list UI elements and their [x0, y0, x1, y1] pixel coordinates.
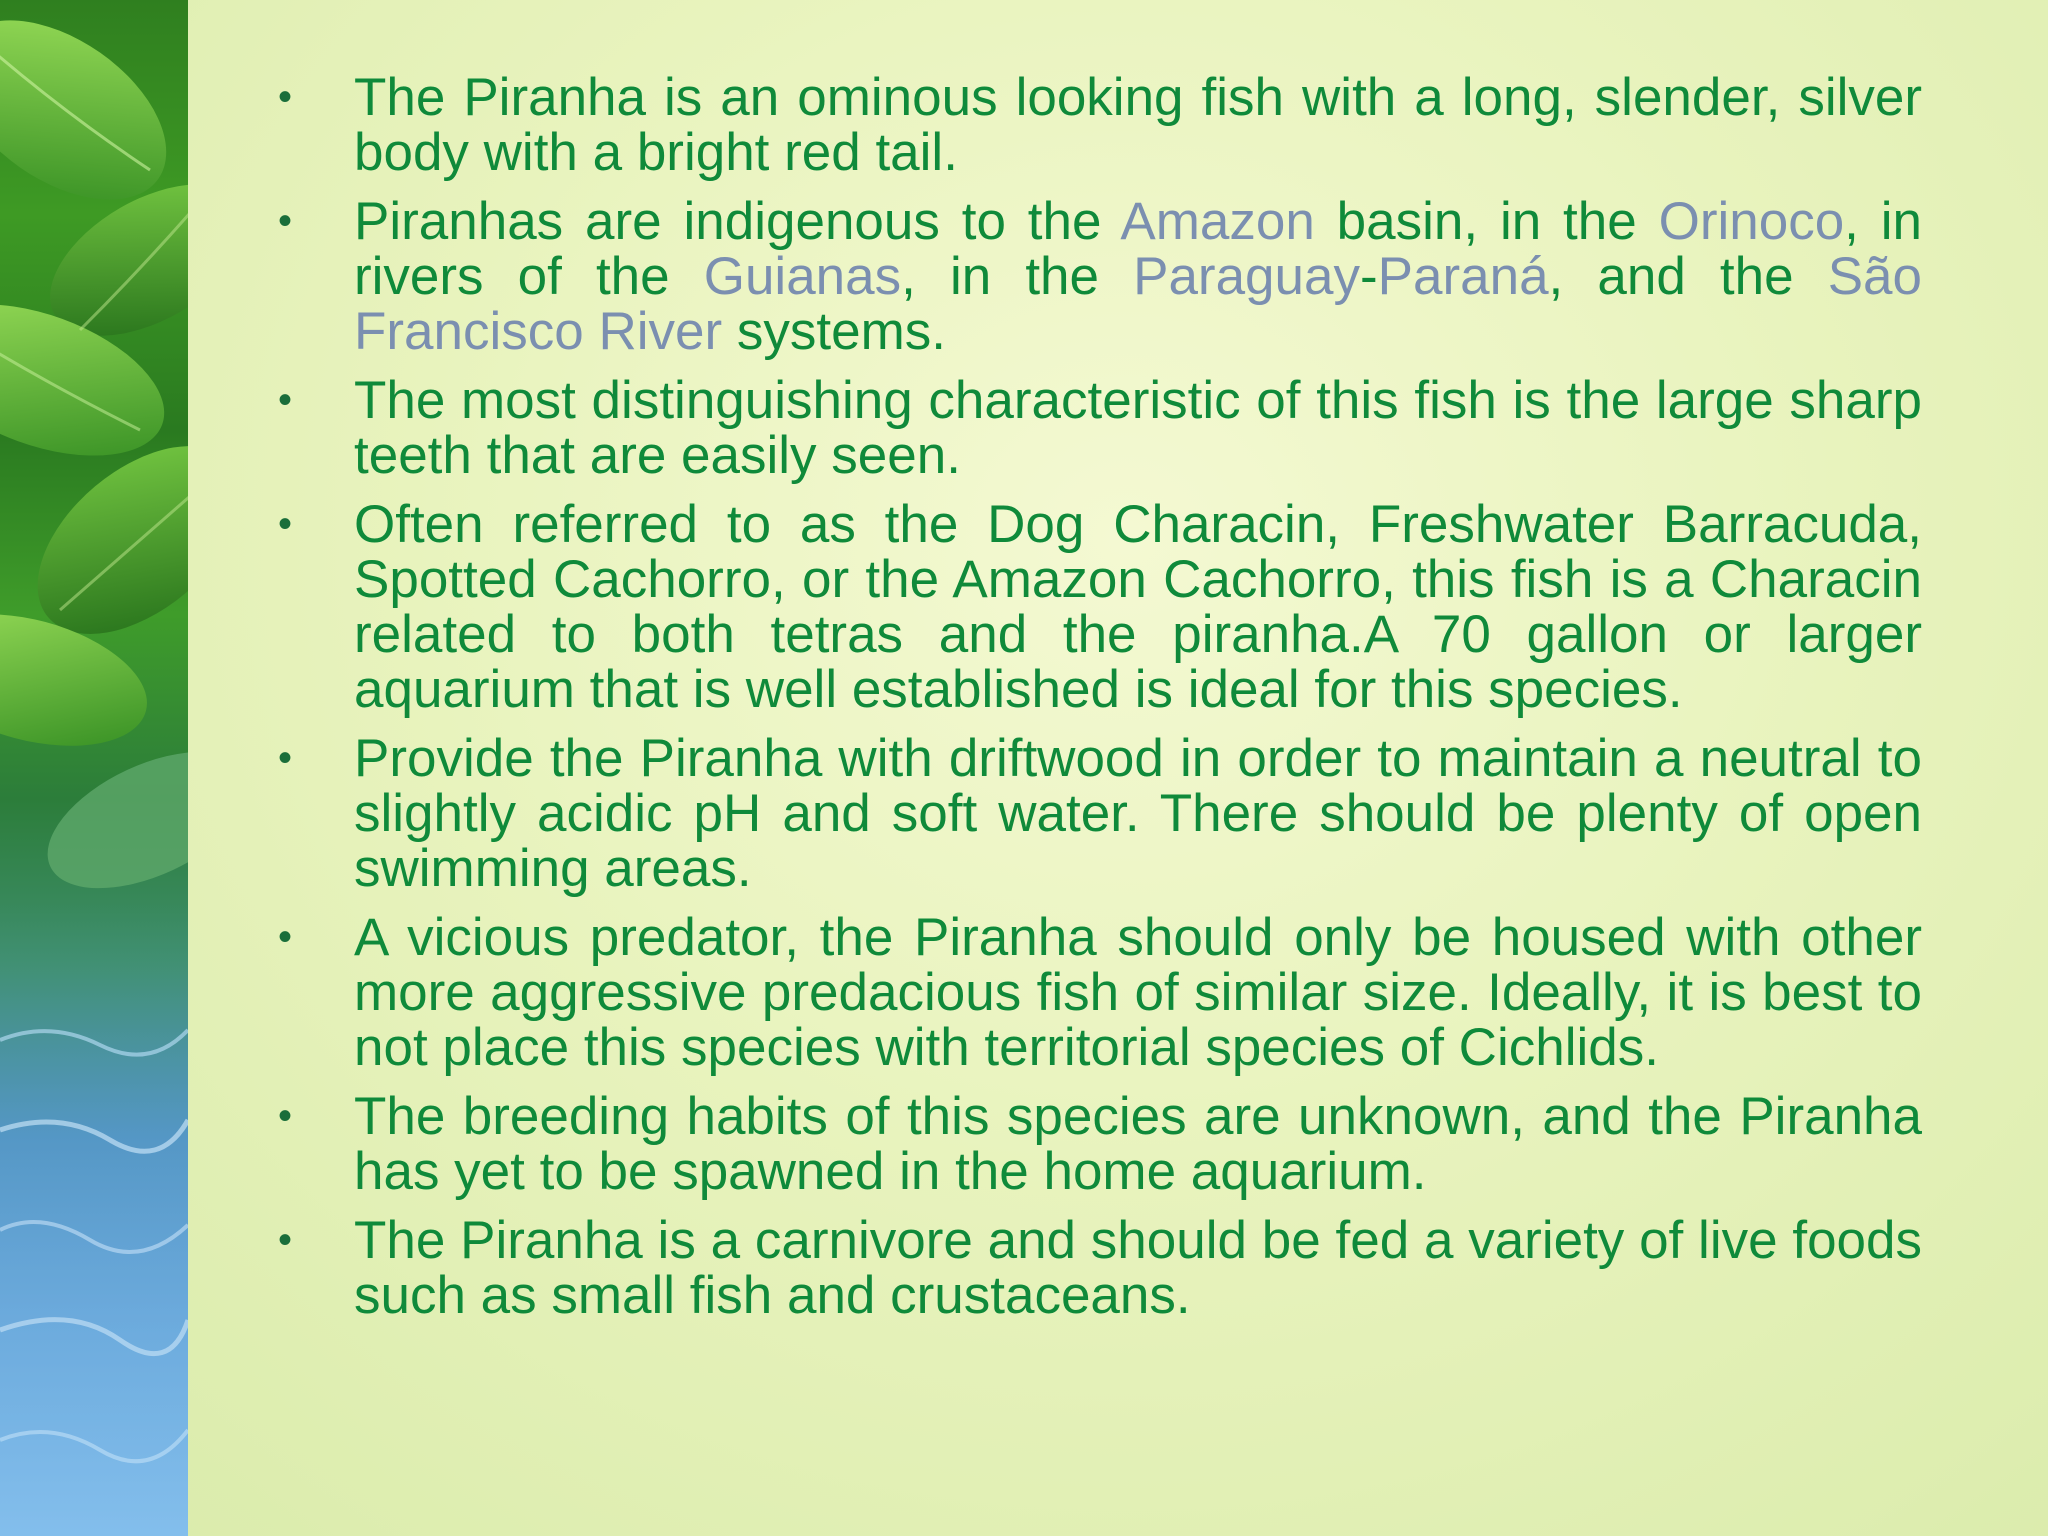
bullet-text: Provide the Piranha with driftwood in order to maintain a neutral to slightly acidic pH and soft water. There should be plenty of open swimming areas. [354, 729, 1922, 898]
bullet-text: The Piranha is a carnivore and should be fed a variety of live foods such as small fish and crustaceans. [354, 1211, 1922, 1325]
bullet-text: A vicious predator, the Piranha should only be housed with other more aggressive predacious fish of similar size. Ideally, it is best to not place this species with territorial species of Cichlids. [354, 908, 1922, 1077]
bullet-item [268, 194, 1922, 359]
bullet-list [268, 70, 1922, 1337]
bullet-text: Piranhas are indigenous to the [354, 192, 1121, 251]
bullet-text: - [1359, 247, 1378, 306]
bullet-text: Often referred to as the Dog Characin, Freshwater Barracuda, Spotted Cachorro, or the Amazon Cachorro, this fish is a Characin related to both tetras and the piranha.A 70 gallon or larger aquarium that is well established is ideal for this species. [354, 495, 1922, 719]
hyperlink[interactable]: São Francisco River [354, 247, 1922, 361]
bullet-item [268, 373, 1922, 483]
bullet-item [268, 1213, 1922, 1323]
bullet-text: basin, in the [1314, 192, 1659, 251]
hyperlink[interactable]: Paraguay [1133, 247, 1360, 306]
bullet-text: , and the [1548, 247, 1828, 306]
bullet-item [268, 497, 1922, 717]
bullet-item [268, 731, 1922, 896]
bullet-item [268, 70, 1922, 180]
bullet-item [268, 910, 1922, 1075]
hyperlink[interactable]: Amazon [1120, 192, 1315, 251]
hyperlink[interactable]: Orinoco [1658, 192, 1845, 251]
leaf-water-decoration [0, 0, 188, 1536]
bullet-text: The most distinguishing characteristic of this fish is the large sharp teeth that are easily seen. [354, 371, 1922, 485]
bullet-item [268, 1089, 1922, 1199]
bullet-text: The Piranha is an ominous looking fish with a long, slender, silver body with a bright red tail. [354, 68, 1922, 182]
bullet-text: , in rivers of the [354, 192, 1922, 306]
bullet-text: The breeding habits of this species are unknown, and the Piranha has yet to be spawned in the home aquarium. [354, 1087, 1922, 1201]
bullet-text: , in the [901, 247, 1134, 306]
bullet-text: systems. [722, 302, 946, 361]
hyperlink[interactable]: Paraná [1377, 247, 1549, 306]
hyperlink[interactable]: Guianas [703, 247, 902, 306]
